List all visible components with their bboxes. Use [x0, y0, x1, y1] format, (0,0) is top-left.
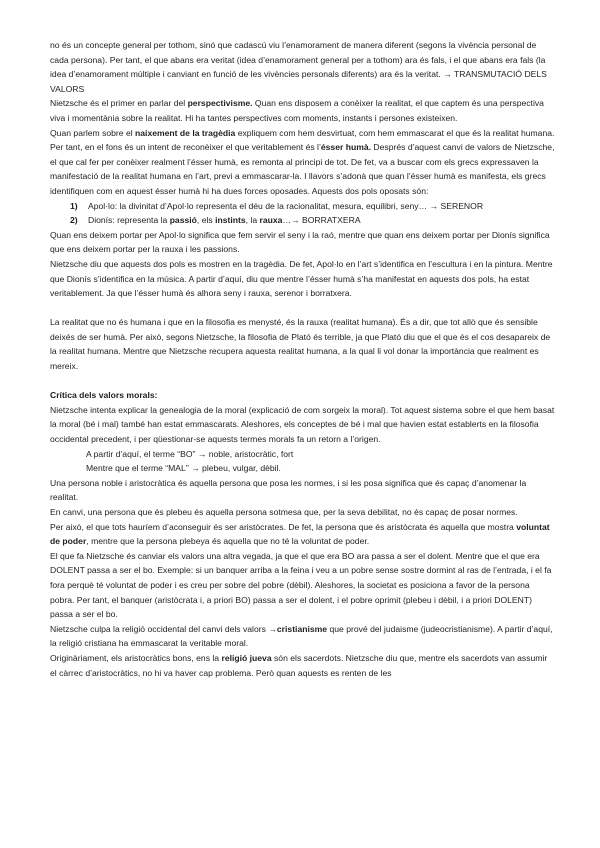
spacer — [50, 374, 556, 389]
paragraph-genealogy: Nietzsche intenta explicar la genealogia de la moral (explicació de com sorgeix la moral). Tot aquest sistema sobre el que hem basat la moral (bé i mal) també han estat emmascarats. Aleshores, els conceptes de bé i mal que havien estat establerts en la filosofia occidental precedent, i per qüestionar-se aquests termes morals fa un retorn a l’origen. — [50, 404, 555, 445]
paragraph-value-inversion: El que fa Nietzsche és canviar els valors una altra vegada, ja que el que era BO ara passa a ser el dolent. Mentre que el que era DOLENT passa a ser el bo. Exemple: si un banquer arriba a la feina i veu a un pobre sense sostre dormint al ras de l’entrada, i el fa fora perquè té voluntat de poder i es creu per sobre del pobre (dèbil). Aleshores, la societat es posiciona a favor de la persona pobra. Per tant, el banquer (aristòcrata i, a priori BO) passa a ser el dolent, i el pobre oprimit (plebeu i dèbil, i a priori DOLENT) passa a ser el bo. — [50, 550, 552, 620]
spacer — [50, 301, 556, 316]
paragraph-noble: Una persona noble i aristocràtica és aquella persona que posa les normes, i si les posa significa que és capaç d’anomenar la realitat. — [50, 477, 527, 503]
term-perspectivisme: perspectivisme. — [187, 98, 253, 109]
paragraph-plebeian: En canvi, una persona que és plebeu és aquella persona sotmesa que, per la seva debilitat, no és capaç de posar normes. — [50, 507, 518, 517]
section-heading: Crítica dels valors morals: — [50, 390, 158, 401]
paragraph-perspectivism: Nietzsche és el primer en parlar del perspectivisme. Quan ens disposem a conèixer la realitat, el que captem és una perspectiva viva i momentània sobre la realitat. Hi ha tantes perspectives com moments, instants i persones existeixen. — [50, 98, 544, 123]
paragraph-priests: Originàriament, els aristocràtics bons, ens la religió jueva són els sacerdots. Nietzsche diu que, mentre els sacerdots van assumir el càrrec d’aristocràtics, no hi va haver cap problema. Però quan aquests es renten de les — [50, 652, 548, 678]
term-religio-jueva: religió jueva — [221, 652, 272, 663]
term-esser-huma: ésser humà. — [320, 142, 372, 153]
paragraph-tragedy: Quan parlem sobre el naixement de la tragèdia expliquem com hem desvirtuat, com hem emmascarat el que és la realitat humana. Per tant, en el fons és un intent de reconèixer el que veritablement és l’ésser humà. Després d’aquest canvi de valors de Nietzsche, el que cal fer per conèixer realment l’ésser humà, es remonta al principi de tot. De fet, va a buscar com els grecs expressaven la manifestació de la realitat humana en l’art, previ a emmascarar-la. I llavors s’adonà que quan l’ésser humà es manifesta, els grecs identifiquen com en aquest ésser humà hi ha dues forces oposades. Aquests dos pols oposats són: — [50, 127, 555, 196]
indented-line-mal: Mentre que el terme “MAL” → plebeu, vulgar, dèbil. — [86, 463, 281, 474]
poles-list — [50, 199, 556, 228]
paragraph-plato: La realitat que no és humana i que en la filosofia es menysté, és la rauxa (realitat humana). És a dir, que tot allò que és sensible deixés de ser humà. Per això, segons Nietzsche, la filosofia de Plató és terrible, ja que Plató diu que el que és el cos desapareix de la realitat humana. Mentre que Nietzsche recupera aquesta realitat humana, a la qual li vol donar la importància que realment es mereix. — [50, 317, 551, 372]
document-page — [50, 38, 556, 680]
paragraph-two-poles: Nietzsche diu que aquests dos pols es mostren en la tragèdia. De fet, Apol·lo en l’art s’identifica en l’escultura i en la pintura. Mentre que Dionís s’identifica en la música. A partir d’aquí, diu que mentre l’ésser humà s’ha manifestat en aquests dos pols, ha estat veritablement. Ja que l’ésser humà és alhora seny i rauxa, serenor i borratxera. — [50, 258, 553, 299]
paragraph-religion: Nietzsche culpa la religió occidental del canvi dels valors →cristianisme que prové del judaisme (judeocristianisme). A partir d’aquí, la religió cristiana ha emmascarat la veritable moral. — [50, 623, 553, 649]
list-number: 1) — [70, 200, 78, 211]
list-item-apollo: 1) Apol·lo: la divinitat d’Apol·lo representa el déu de la racionalitat, mesura, equilibri, seny… → SERENOR — [50, 199, 556, 214]
term-cristianisme: cristianisme — [276, 623, 328, 634]
paragraph-apollo-dionysus: Quan ens deixem portar per Apol·lo significa que fem servir el seny i la raó, mentre que quan ens deixem portar per Dionís significa que ens deixem portar per la rauxa i les passions. — [50, 229, 550, 255]
indented-line-bo: A partir d’aquí, el terme “BO” → noble, aristocràtic, fort — [86, 448, 294, 459]
term-naixement-tragedia: naixement de la tragèdia — [135, 127, 236, 138]
term-voluntat-poder: voluntat de poder — [50, 521, 550, 547]
list-number: 2) — [70, 215, 78, 226]
paragraph-will-to-power: Per això, el que tots hauríem d’aconseguir és ser aristòcrates. De fet, la persona que és aristòcrata és aquella que mostra voluntat de poder, mentre que la persona plebeya és aquella que no té la voluntat de poder. — [50, 521, 550, 547]
list-item-dionysus: 2) Dionís: representa la passió, els instints, la rauxa…→ BORRATXERA — [50, 213, 556, 228]
paragraph-transmutation: no és un concepte general per tothom, sinó que cadascú viu l’enamorament de manera diferent (segons la vivència personal de cada persona). Per tant, el que abans era veritat (idea d’enamorament general per a tothom) ara és fals, i el que abans era fals (la idea d’enamorament múltiple i canviant en funció de les vivències personals diferents) ara és la veritat. → TRANSMUTACIÓ DELS VALORS — [50, 40, 547, 94]
